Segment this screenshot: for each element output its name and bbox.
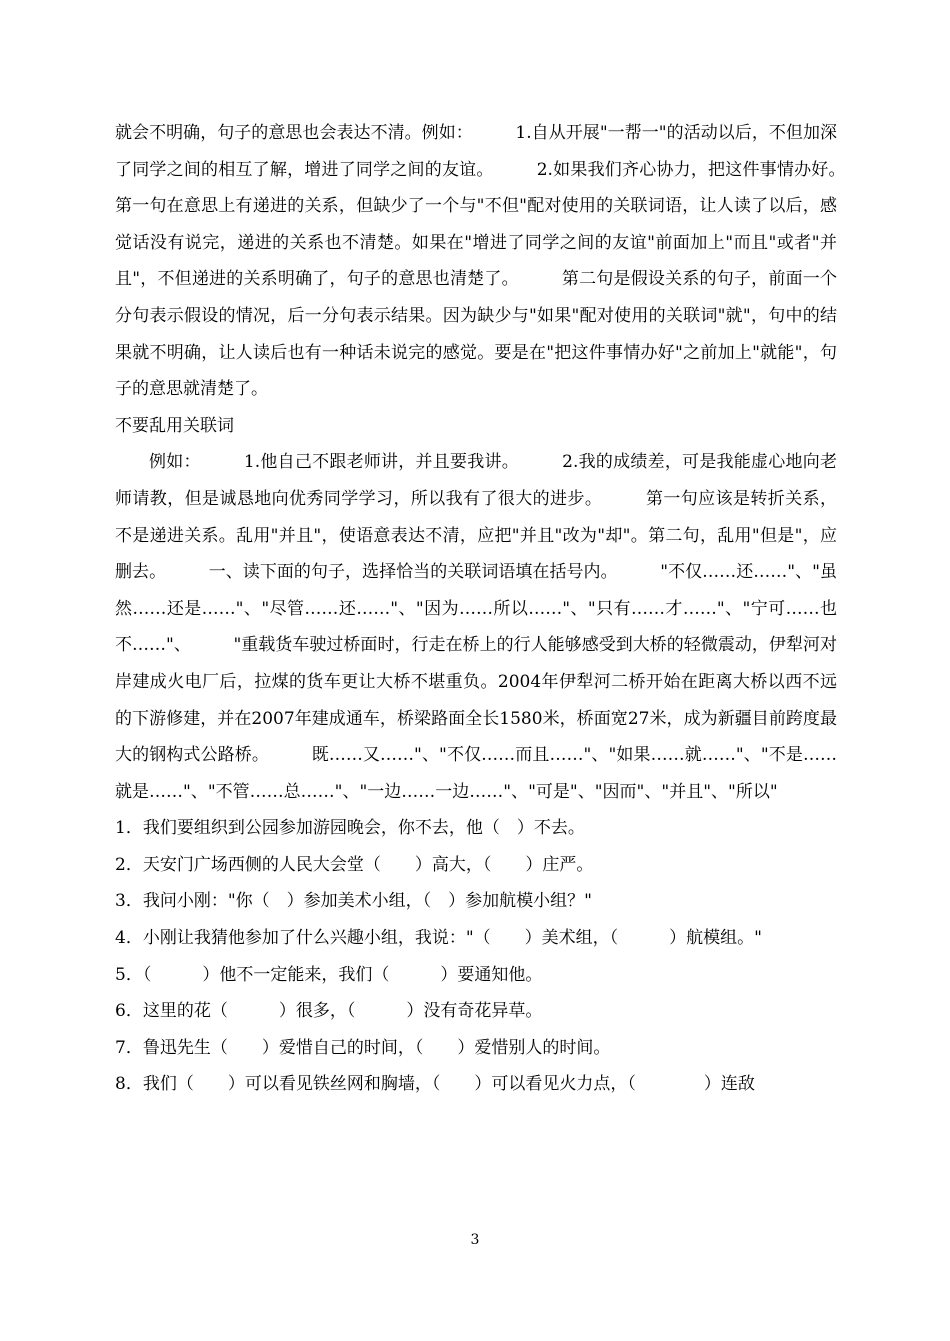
page-number: 3 xyxy=(470,1232,480,1248)
document-page xyxy=(115,115,888,1103)
section-heading: 不要乱用关联词 xyxy=(115,415,234,436)
exercise-item: 8．我们（ ）可以看见铁丝网和胸墙，（ ）可以看见火力点，（ ）连敌 xyxy=(115,1074,755,1095)
exercise-item: 6．这里的花（ ）很多，（ ）没有奇花异草。 xyxy=(115,1001,543,1022)
paragraph-intro: 就会不明确，句子的意思也会表达不清。例如： 1.自从开展"一帮一"的活动以后，不但加深了同学之间的相互了解，增进了同学之间的友谊。 2.如果我们齐心协力，把这件事情办好。 第一句在意思上有递进的关系，但缺少了一个与"不但"配对使用的关联词语，让人读了以后，感觉话没有说完，递进的关系也不清楚。如果在"增进了同学之间的友谊"前面加上"而且"或者"并且"，不但递进的关系明确了，句子的意思也清楚了。 第二句是假设关系的句子，前面一个分句表示假设的情况，后一分句表示结果。因为缺少与"如果"配对使用的关联词"就"，句中的结果就不明确，让人读后也有一种话未说完的感觉。要是在"把这件事情办好"之前加上"就能"，句子的意思就清楚了。 xyxy=(115,123,888,400)
exercise-item: 4．小刚让我猜他参加了什么兴趣小组，我说："（ ）美术组，（ ）航模组。" xyxy=(115,928,762,949)
exercise-list xyxy=(115,810,837,1103)
exercise-item: 1．我们要组织到公园参加游园晚会，你不去，他（ ）不去。 xyxy=(115,818,585,839)
exercise-item: 7．鲁迅先生（ ）爱惜自己的时间，（ ）爱惜别人的时间。 xyxy=(115,1037,611,1058)
exercise-item: 5．（ ）他不一定能来，我们（ ）要通知他。 xyxy=(115,964,543,985)
paragraph-examples: 例如： 1.他自己不跟老师讲，并且要我讲。 2.我的成绩差，可是我能虚心地向老师请教，但是诚恳地向优秀同学学习，所以我有了很大的进步。 第一句应该是转折关系，不是递进关系。乱用"并且"，使语意表达不清，应把"并且"改为"却"。第二句，乱用"但是"，应删去。 一、读下面的句子，选择恰当的关联词语填在括号内。 "不仅……还……"、"虽然……还是……"、"尽管……还……"、"因为……所以……"、"只有……才……"、"宁可……也不……"、 "重载货车驶过桥面时，行走在桥上的行人能够感受到大桥的轻微震动，伊犁河对岸建成火电厂后，拉煤的货车更让大桥不堪重负。2004年伊犁河二桥开始在距离大桥以西不远的下游修建，并在2007年建成通车，桥梁路面全长1580米，桥面宽27米，成为新疆目前跨度最大的钢构式公路桥。 既……又……"、"不仅……而且……"、"如果……就……"、"不是……就是……"、"不管……总……"、"一边……一边……"、"可是"、"因而"、"并且"、"所以" xyxy=(115,452,837,802)
exercise-item: 3．我问小刚："你（ ）参加美术小组，（ ）参加航模小组？" xyxy=(115,891,592,912)
exercise-item: 2．天安门广场西侧的人民大会堂（ ）高大，（ ）庄严。 xyxy=(115,854,594,875)
